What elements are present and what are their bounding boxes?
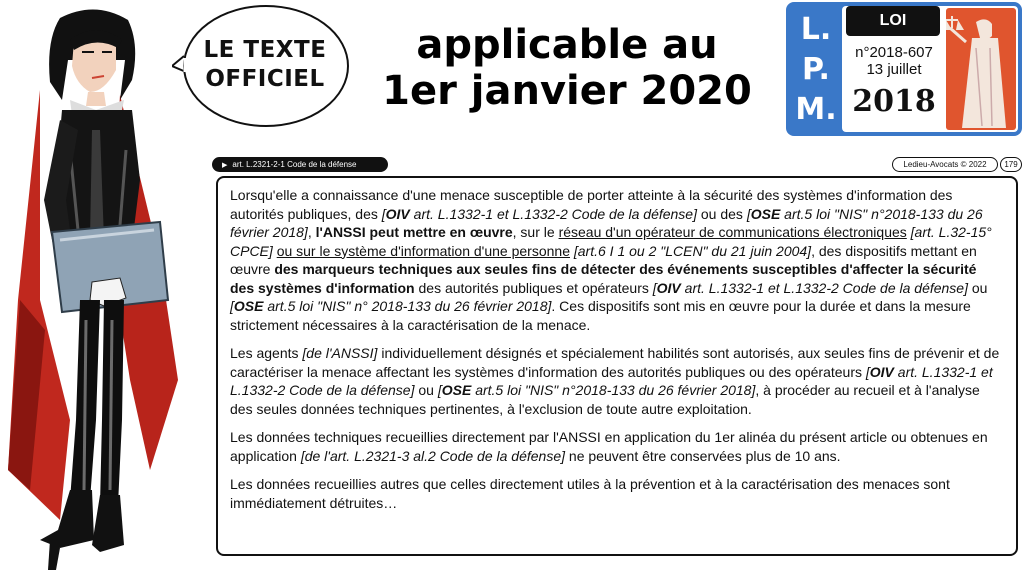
headline	[352, 22, 782, 114]
paragraph-1: Lorsqu'elle a connaissance d'une menace susceptible de porter atteinte à la sécurité des systèmes d'information des autorités publiques, des [OIV art. L.1332-1 et L.1332-2 Code de la défense] ou des [OSE art.5 loi "NIS" n°2018-133 du 26 février 2018], l'ANSSI peut mettre en œuvre, sur le réseau d'un opérateur de communications électroniques [art. L.32-15° CPCE] ou sur le système d'information d'une personne [art.6 I 1 ou 2 "LCEN" du 21 juin 2004], des dispositifs mettant en œuvre des marqueurs techniques aux seules fins de détecter des événements susceptibles d'affecter la sécurité des systèmes d'information des autorités publiques et opérateurs [OIV art. L.1332-1 et L.1332-2 Code de la défense] ou [OSE art.5 loi "NIS" n° 2018-133 du 26 février 2018]. Ces dispositifs sont mis en œuvre pour la durée et dans la mesure strictement nécessaires à la caractérisation de la menace.	[230, 187, 992, 333]
badge-letter-p: P.	[802, 52, 830, 87]
badge-number: n°2018-607	[855, 44, 933, 61]
badge-letter-l: L.	[800, 12, 832, 47]
play-arrow-icon: ▶	[222, 162, 228, 169]
badge-letters	[786, 10, 846, 130]
bubble-line-1: LE TEXTE	[203, 37, 327, 63]
badge-number-block	[844, 44, 944, 78]
paragraph-4: Les données recueillies autres que celles directement utiles à la prévention et à la caractérisation des menaces sont immédiatement détruites…	[230, 476, 950, 511]
badge-letter-m: M.	[795, 92, 837, 127]
badge-year: 2018	[852, 84, 936, 119]
headline-line-2: 1er janvier 2020	[382, 68, 752, 114]
character-illustration	[0, 0, 200, 576]
legal-text-box	[216, 176, 1018, 556]
badge-date: 13 juillet	[866, 61, 922, 78]
article-reference: art. L.2321-2-1 Code de la défense	[232, 160, 357, 169]
badge-type: LOI	[846, 6, 940, 36]
headline-line-1: applicable au	[416, 22, 718, 68]
lady-justice-icon	[946, 8, 1016, 130]
speech-bubble	[172, 2, 350, 130]
bubble-line-2: OFFICIEL	[205, 66, 325, 92]
author-copyright: Ledieu-Avocats © 2022	[892, 157, 998, 172]
page-number: 179	[1000, 157, 1022, 172]
paragraph-2: Les agents [de l'ANSSI] individuellement désignés et spécialement habilités sont autorisés, aux seules fins de prévenir et de caractériser la menace affectant les systèmes d'information des autorités publiques ou des opérateurs [OIV art. L.1332-1 et L.1332-2 Code de la défense] ou [OSE art.5 loi "NIS" n°2018-133 du 26 février 2018], à procéder au recueil et à l'analyse des seules données techniques pertinentes, à l'exclusion de toute autre exploitation.	[230, 345, 1000, 417]
article-reference-tag	[212, 157, 388, 172]
paragraph-3: Les données techniques recueillies directement par l'ANSSI en application du 1er alinéa du présent article ou obtenues en application [de l'art. L.2321-3 al.2 Code de la défense] ne peuvent être conservées plus de 10 ans.	[230, 429, 988, 464]
law-badge	[786, 2, 1022, 136]
